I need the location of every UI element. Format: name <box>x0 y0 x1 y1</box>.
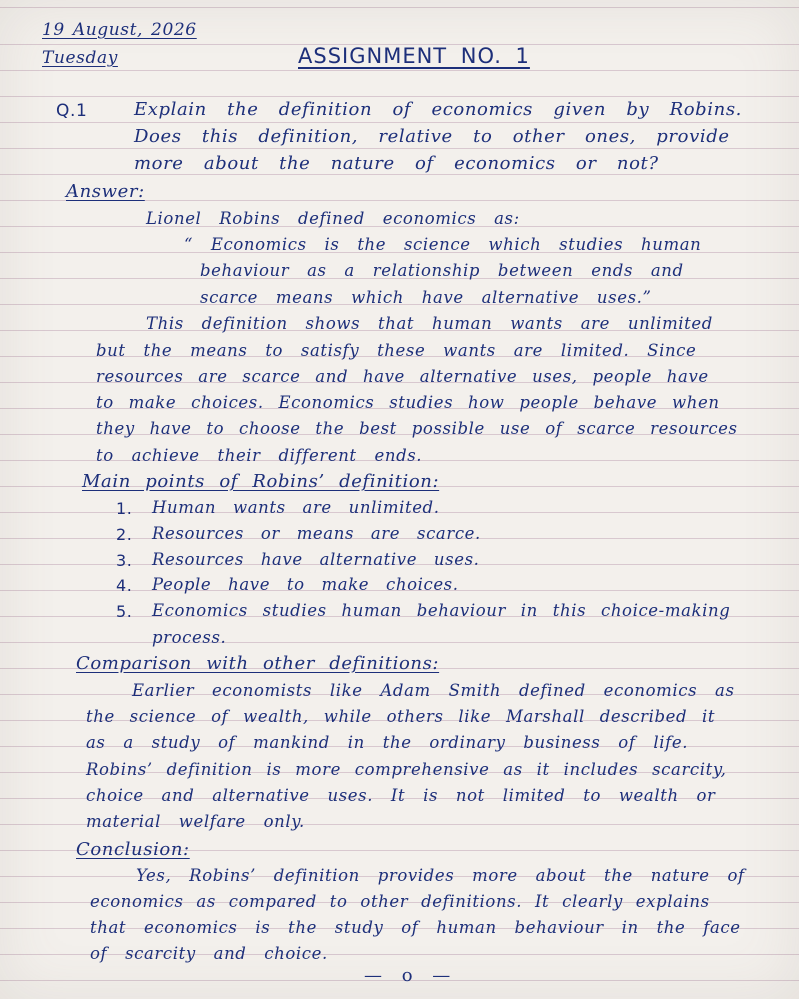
conclusion-heading: Conclusion: <box>76 839 190 860</box>
question-line: Does this definition, relative to other ones, provide <box>134 126 730 147</box>
answer-heading: Answer: <box>66 181 145 202</box>
conclusion-line: that economics is the study of human behaviour in the face <box>90 918 741 937</box>
conclusion-line: Yes, Robins’ definition provides more about the nature of <box>136 866 745 885</box>
end-mark: — o — <box>364 965 453 986</box>
conclusion-line: of scarcity and choice. <box>90 944 328 963</box>
answer-intro: Lionel Robins defined economics as: <box>146 209 520 228</box>
paragraph-line: but the means to satisfy these wants are limited. Since <box>96 341 697 360</box>
question-number: Q.1 <box>56 101 88 121</box>
list-item: Resources or means are scarce. <box>152 524 481 543</box>
day: Tuesday <box>42 48 118 68</box>
comparison-line: as a study of mankind in the ordinary business of life. <box>86 733 689 752</box>
question-line: more about the nature of economics or not? <box>134 153 659 174</box>
paragraph-line: to make choices. Economics studies how people behave when <box>96 393 720 412</box>
list-item-continuation: process. <box>152 628 227 647</box>
assignment-title: ASSIGNMENT NO. 1 <box>298 44 530 68</box>
paragraph-line: This definition shows that human wants are unlimited <box>146 314 713 333</box>
comparison-line: material welfare only. <box>86 812 305 831</box>
comparison-line: Earlier economists like Adam Smith defined economics as <box>132 681 735 700</box>
conclusion-line: economics as compared to other definitions. It clearly explains <box>90 892 710 911</box>
quote-line: “ Economics is the science which studies human <box>184 235 702 254</box>
list-item: Resources have alternative uses. <box>152 550 480 569</box>
margin-line <box>56 0 57 999</box>
list-item-number: 1. <box>116 499 133 518</box>
comparison-line: choice and alternative uses. It is not limited to wealth or <box>86 786 716 805</box>
quote-line: scarce means which have alternative uses.” <box>200 288 652 307</box>
comparison-line: the science of wealth, while others like Marshall described it <box>86 707 716 726</box>
list-item-number: 2. <box>116 525 133 544</box>
list-item-number: 3. <box>116 551 133 570</box>
list-item: Economics studies human behaviour in this choice-making <box>152 601 731 620</box>
comparison-heading: Comparison with other definitions: <box>76 653 440 674</box>
list-item-number: 5. <box>116 602 133 621</box>
date: 19 August, 2026 <box>42 20 197 40</box>
paragraph-line: they have to choose the best possible use of scarce resources <box>96 419 738 438</box>
paragraph-line: resources are scarce and have alternative uses, people have <box>96 367 709 386</box>
comparison-line: Robins’ definition is more comprehensive as it includes scarcity, <box>86 760 727 779</box>
main-points-heading: Main points of Robins’ definition: <box>82 471 440 492</box>
list-item: People have to make choices. <box>152 575 459 594</box>
question-line: Explain the definition of economics given by Robins. <box>134 99 742 120</box>
list-item: Human wants are unlimited. <box>152 498 440 517</box>
quote-line: behaviour as a relationship between ends and <box>200 261 684 280</box>
paragraph-line: to achieve their different ends. <box>96 446 423 465</box>
list-item-number: 4. <box>116 576 133 595</box>
